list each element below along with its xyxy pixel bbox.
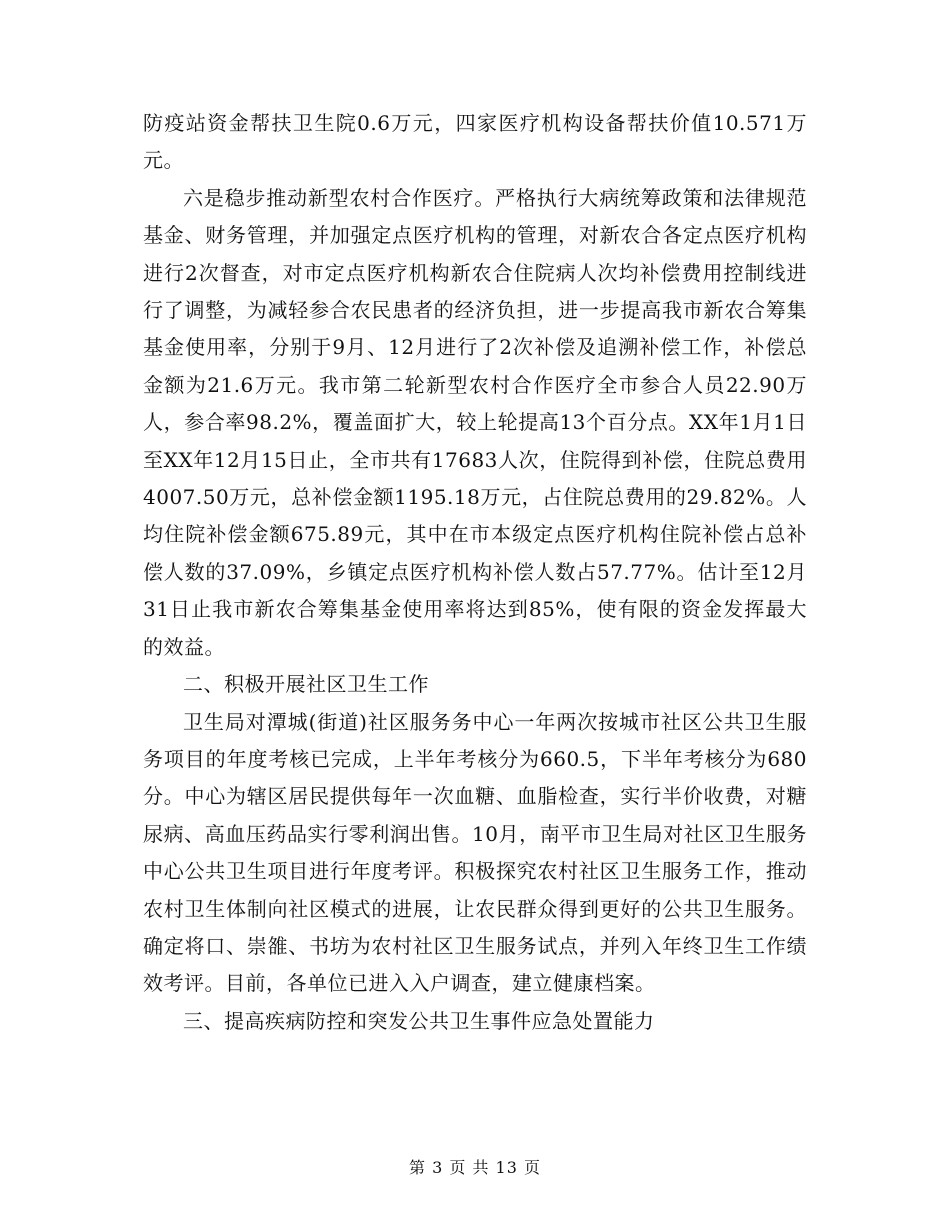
page-number-footer: 第 3 页 共 13 页: [409, 1158, 541, 1177]
paragraph-rural-cooperative-medical: 六是稳步推动新型农村合作医疗。严格执行大病统筹政策和法律规范基金、财务管理，并加强定点医疗机构的管理，对新农合各定点医疗机构进行2次督查，对市定点医疗机构新农合住院病人次均补偿费用控制线进行了调整，为减轻参合农民患者的经济负担，进一步提高我市新农合筹集基金使用率，分别于9月、12月进行了2次补偿及追溯补偿工作，补偿总金额为21.6万元。我市第二轮新型农村合作医疗全市参合人员22.90万人，参合率98.2%，覆盖面扩大，较上轮提高13个百分点。XX年1月1日至XX年12月15日止，全市共有17683人次，住院得到补偿，住院总费用4007.50万元，总补偿金额1195.18万元，占住院总费用的29.82%。人均住院补偿金额675.89元，其中在市本级定点医疗机构住院补偿占总补偿人数的37.09%，乡镇定点医疗机构补偿人数占57.77%。估计至12月31日止我市新农合筹集基金使用率将达到85%，使有限的资金发挥最大的效益。: [143, 185, 807, 659]
paragraph-funding-continuation: 防疫站资金帮扶卫生院0.6万元，四家医疗机构设备帮扶价值10.571万元。: [143, 111, 807, 173]
section-heading-disease-control: 三、提高疾病防控和突发公共卫生事件应急处置能力: [183, 1008, 655, 1033]
document-body: [143, 105, 807, 1040]
section-heading-community-health: 二、积极开展社区卫生工作: [183, 672, 429, 697]
paragraph-community-health: 卫生局对潭城(街道)社区服务务中心一年两次按城市社区公共卫生服务项目的年度考核已完成，上半年考核分为660.5，下半年考核分为680分。中心为辖区居民提供每年一次血糖、血脂检查，实行半价收费，对糖尿病、高血压药品实行零利润出售。10月，南平市卫生局对社区卫生服务中心公共卫生项目进行年度考评。积极探究农村社区卫生服务工作，推动农村卫生体制向社区模式的进展，让农民群众得到更好的公共卫生服务。确定将口、崇雒、书坊为农村社区卫生服务试点，并列入年终卫生工作绩效考评。目前，各单位已进入入户调查，建立健康档案。: [143, 709, 807, 996]
